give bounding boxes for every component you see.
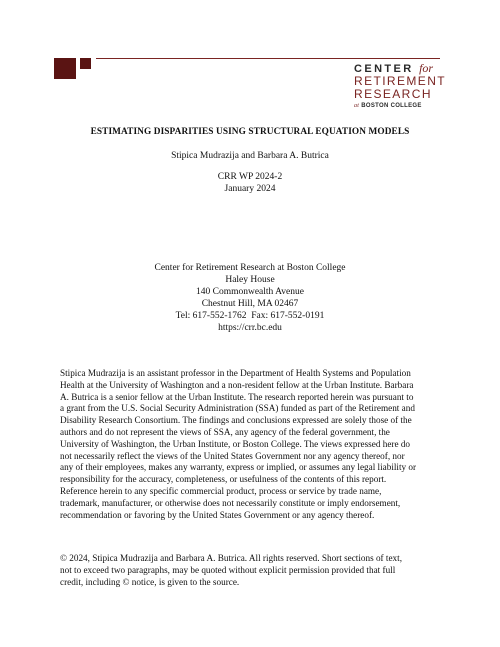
logo-line-retirement: RETIREMENT (354, 74, 446, 88)
paragraph-line: trademark, manufacturer, or otherwise does not necessarily constitute or imply endorsement, (60, 497, 401, 508)
address-block (0, 262, 500, 334)
paragraph-line: not necessarily reflect the views of the United States Government nor any agency thereof, nor (60, 450, 405, 461)
paragraph-line: © 2024, Stipica Mudrazija and Barbara A. Butrica. All rights reserved. Short sections of text, (60, 553, 402, 563)
logo-line-center: CENTER for (354, 61, 434, 75)
paragraph-line: Stipica Mudrazija is an assistant professor in the Department of Health Systems and Population (60, 368, 411, 378)
paragraph-line: any of their employees, makes any warranty, express or implied, or assumes any legal liability or (60, 462, 417, 473)
paragraph-line: Health at the University of Washington and a non-resident fellow at the Urban Institute. Barbara (60, 379, 414, 390)
paragraph-line: not to exceed two paragraphs, may be quoted without explicit permission provided that full (60, 564, 396, 575)
address-website: https://crr.bc.edu (218, 323, 282, 333)
paragraph-line: responsibility for the accuracy, completeness, or usefulness of the contents of this report. (60, 474, 387, 485)
address-line: Center for Retirement Research at Boston College (154, 263, 346, 273)
working-paper-number: CRR WP 2024-2 (217, 172, 283, 182)
paragraph-line: recommendation or favoring by the United States Government or any agency thereof. (60, 509, 375, 520)
paragraph-line: authors and do not represent the views of SSA, any agency of the federal government, the (60, 426, 390, 437)
logo-line-research: RESEARCH (354, 87, 432, 101)
paragraph-line: A. Butrica is a senior fellow at the Urban Institute. The research reported herein was pursuant to (60, 391, 414, 402)
paper-title: ESTIMATING DISPARITIES USING STRUCTURAL EQUATION MODELS (90, 127, 410, 137)
address-line: Haley House (225, 275, 275, 285)
logo-line-boston-college: at BOSTON COLLEGE (354, 103, 422, 109)
paragraph-line: Reference herein to any specific commercial product, process or service by trade name, (60, 485, 382, 496)
paper-date: January 2024 (224, 184, 276, 194)
address-phone-fax: Tel: 617-552-1762 Fax: 617-552-0191 (175, 311, 325, 321)
paragraph-line: University of Washington, the Urban Institute, or Boston College. The views expressed here do (60, 438, 411, 449)
paragraph-line: credit, including © notice, is given to the source. (60, 576, 240, 587)
header-rule (96, 58, 440, 59)
paper-authors: Stipica Mudrazija and Barbara A. Butrica (171, 151, 329, 161)
copyright-paragraph (60, 553, 442, 588)
logo-square-small (80, 58, 91, 69)
author-disclaimer-paragraph (60, 368, 442, 521)
paragraph-line: a grant from the U.S. Social Security Administration (SSA) funded as part of the Retirement and (60, 403, 415, 414)
crr-logo (354, 62, 444, 109)
logo-square-large (54, 58, 76, 79)
address-line: Chestnut Hill, MA 02467 (201, 299, 299, 309)
address-line: 140 Commonwealth Avenue (195, 287, 304, 297)
paragraph-line: Disability Research Consortium. The findings and conclusions expressed are solely those of the (60, 415, 412, 426)
